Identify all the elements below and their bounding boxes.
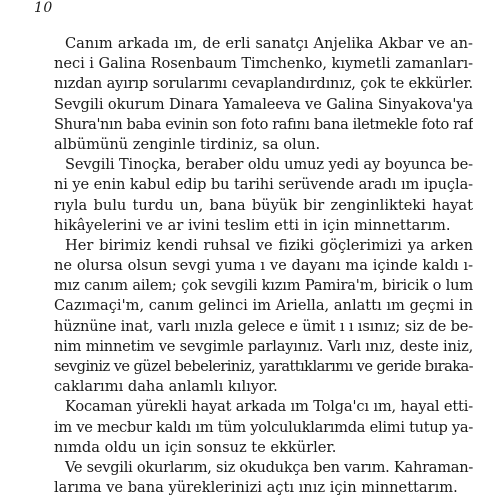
text-line: nımda oldu un için sonsuz te ekkürler. bbox=[54, 438, 337, 456]
text-line: ni ye enin kabul edip bu tarihi serüvende aradı ım ipuçla- bbox=[54, 176, 473, 194]
text-line: im ve mecbur kaldı ım tüm yolculuklarımda elimi tutup ya- bbox=[54, 418, 473, 436]
text-line: mız canım ailem; çok sevgili kızım Pamira'm, biricik o lum bbox=[54, 277, 473, 295]
text-line: Canım arkada ım, de erli sanatçı Anjelika Akbar ve an- bbox=[65, 35, 473, 52]
text-line: albümünü zenginle tirdiniz, sa olun. bbox=[54, 135, 321, 153]
acknowledgements-text bbox=[54, 34, 473, 498]
text-line: nim minnetim ve sevgimle parlayınız. Varlı ınız, deste iniz, bbox=[54, 337, 473, 355]
text-line: rıyla bulu turdu un, bana büyük bir zenginlikteki hayat bbox=[54, 196, 473, 214]
text-line: Shura'nın baba evinin son foto rafını bana iletmekle foto raf bbox=[54, 115, 473, 133]
text-line: sevginiz ve güzel bebeleriniz, yarattıklarımı ve geride bıraka- bbox=[54, 358, 473, 375]
text-line: hikâyelerini ve ar ivini teslim etti in için minnettarım. bbox=[54, 216, 451, 234]
text-line: Ve sevgili okurlarım, siz okudukça ben varım. Kahraman- bbox=[65, 458, 473, 476]
text-line: Cazımaçi'm, canım gelinci im Ariella, anlattı ım geçmi in bbox=[54, 297, 473, 315]
text-line: ne olursa olsun sevgi yuma ı ve dayanı ma içinde kaldı ı- bbox=[54, 257, 473, 275]
page-number: 10 bbox=[34, 0, 53, 16]
text-line: Kocaman yürekli hayat arkada ım Tolga'cı ım, hayal etti- bbox=[65, 398, 473, 416]
text-line: hüznüne inat, varlı ınızla gelece e ümit ı ı ısınız; siz de be- bbox=[54, 317, 473, 335]
text-line: neci i Galina Rosenbaum Timchenko, kıymetli zamanları- bbox=[54, 55, 473, 73]
text-line: nızdan ayırıp sorularımı cevaplandırdınız, çok te ekkürler. bbox=[54, 75, 473, 93]
text-line: larıma ve bana yüreklerinizi açtı ınız için minnettarım. bbox=[54, 479, 458, 497]
text-line: Sevgili Tinoçka, beraber oldu umuz yedi ay boyunca be- bbox=[65, 156, 473, 174]
text-line: Sevgili okurum Dinara Yamaleeva ve Galina Sinyakova'ya bbox=[54, 95, 473, 113]
text-line: caklarımı daha anlamlı kılıyor. bbox=[54, 378, 278, 396]
text-line: Her birimiz kendi ruhsal ve fiziki göçlerimizi ya arken bbox=[65, 236, 473, 254]
